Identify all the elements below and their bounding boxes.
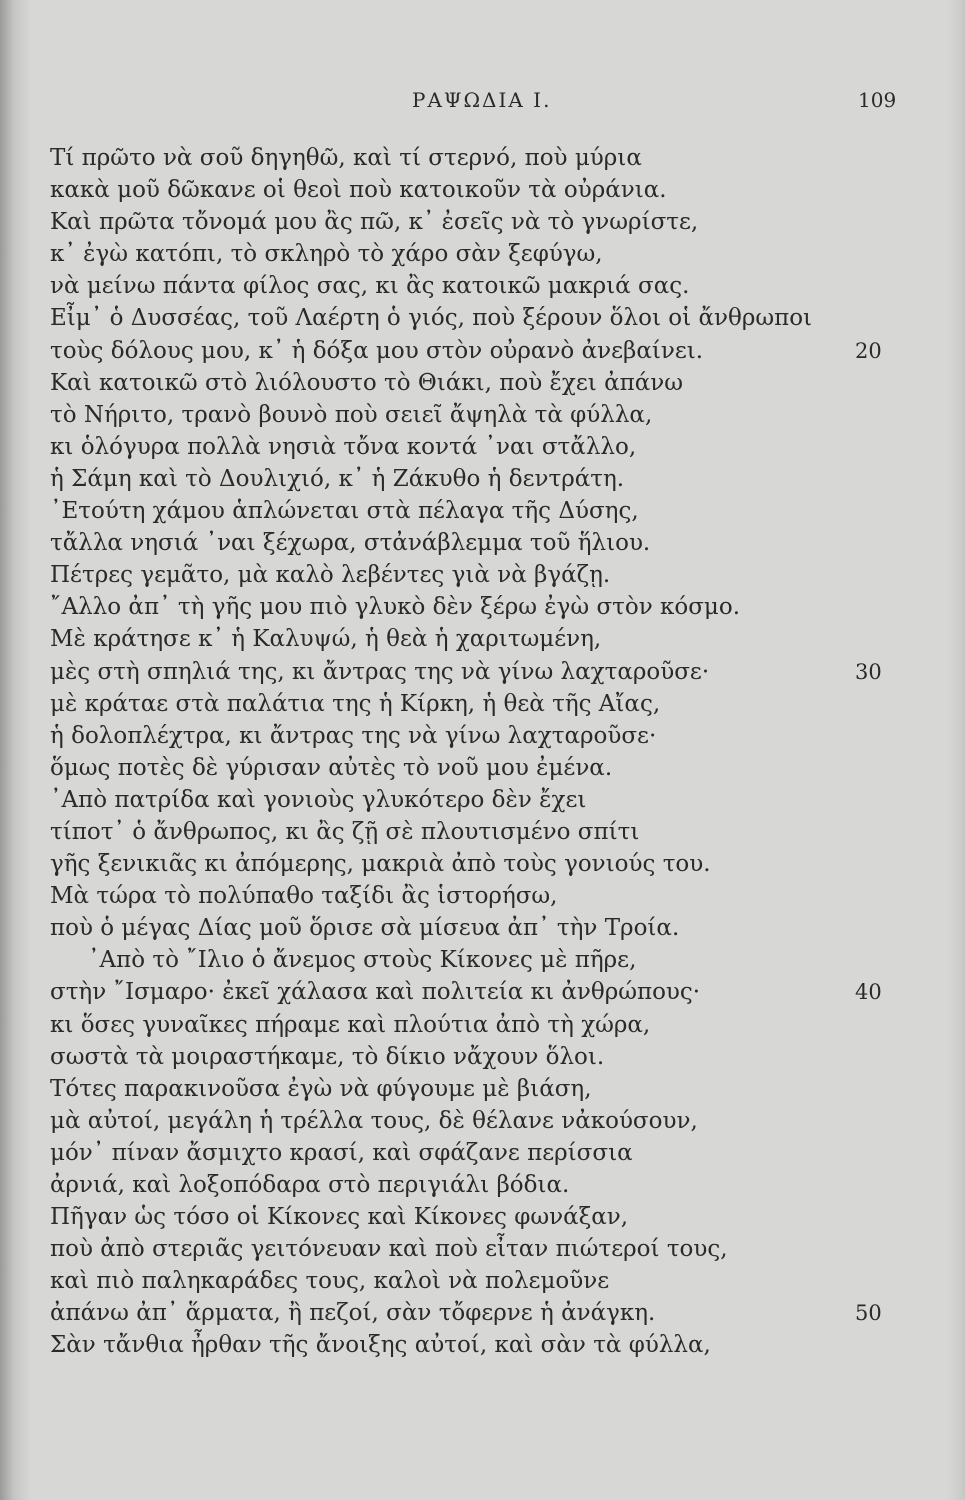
verse-line <box>0 1073 965 1105</box>
verse-text: Εἶμ᾿ ὁ Δυσσέας, τοῦ Λαέρτη ὁ γιός, ποὺ ξέρουν ὅλοι οἱ ἄνθρωποι <box>50 305 813 332</box>
verse-text: μὲ κράταε στὰ παλάτια της ἡ Κίρκη, ἡ θεὰ τῆς Αἴας, <box>50 690 661 717</box>
verse-text: ῎Αλλο ἀπ᾿ τὴ γῆς μου πιὸ γλυκὸ δὲν ξέρω ἐγὼ στὸν κόσμο. <box>50 594 741 621</box>
verse-text: καὶ πιὸ παληκαράδες τους, καλοὶ νὰ πολεμοῦνε <box>50 1268 610 1295</box>
verse-text: Πῆγαν ὡς τόσο οἱ Κίκονες καὶ Κίκονες φωνάξαν, <box>50 1204 629 1231</box>
verse-line <box>0 688 965 720</box>
verse-text: ὅμως ποτὲς δὲ γύρισαν αὐτὲς τὸ νοῦ μου ἐμένα. <box>50 754 613 781</box>
verse-line <box>0 591 965 623</box>
line-number: 50 <box>855 1301 882 1326</box>
verse-line <box>0 335 965 367</box>
verse-line <box>0 784 965 816</box>
verse-line <box>0 270 965 302</box>
verse-text: ᾿Απὸ πατρίδα καὶ γονιοὺς γλυκότερο δὲν ἔχει <box>50 786 587 813</box>
verse-line <box>0 623 965 655</box>
verse-line <box>0 367 965 399</box>
verse-text: κι ὁλόγυρα πολλὰ νησιὰ τὄνα κοντά ᾿ναι στἄλλο, <box>50 433 637 460</box>
verse-line <box>0 142 965 174</box>
verse-line <box>0 238 965 270</box>
verse-text: Καὶ πρῶτα τὄνομά μου ἂς πῶ, κ᾿ ἐσεῖς νὰ τὸ γνωρίστε, <box>50 209 699 236</box>
verse-text: ἡ δολοπλέχτρα, κι ἄντρας της νὰ γίνω λαχταροῦσε· <box>50 722 657 749</box>
verse-text: Πέτρες γεμᾶτο, μὰ καλὸ λεβέντες γιὰ νὰ βγάζῃ. <box>50 562 611 589</box>
verse-text: κι ὅσες γυναῖκες πήραμε καὶ πλούτια ἀπὸ τὴ χώρα, <box>50 1011 651 1038</box>
verse-line <box>0 976 965 1008</box>
verse-text: στὴν ῎Ισμαρο· ἐκεῖ χάλασα καὶ πολιτεία κι ἀνθρώπους· <box>50 979 701 1006</box>
verse-text: γῆς ξενικιᾶς κι ἀπόμερης, μακριὰ ἀπὸ τοὺς γονιούς του. <box>50 851 711 878</box>
verse-line <box>0 1041 965 1073</box>
verse-text: Μὰ τώρα τὸ πολύπαθο ταξίδι ἂς ἱστορήσω, <box>50 883 558 910</box>
running-head: ΡΑΨΩΔΙΑ Ι. <box>412 88 552 112</box>
verse-text: ποὺ ἀπὸ στεριᾶς γειτόνευαν καὶ ποὺ εἶταν πιώτεροί τους, <box>50 1236 728 1263</box>
verse-line <box>0 495 965 527</box>
verse-text: κ᾿ ἐγὼ κατόπι, τὸ σκληρὸ τὸ χάρο σὰν ξεφύγω, <box>50 241 603 268</box>
verse-text: ποὺ ὁ μέγας Δίας μοῦ ὅρισε σὰ μίσευα ἀπ᾿ τὴν Τροία. <box>50 915 680 942</box>
verse-text: τὸ Νήριτο, τρανὸ βουνὸ ποὺ σειεῖ ἄψηλὰ τὰ φύλλα, <box>50 401 653 428</box>
verse-text: Τότες παρακινοῦσα ἐγὼ νὰ φύγουμε μὲ βιάση, <box>50 1075 592 1102</box>
verse-line <box>0 1169 965 1201</box>
verse-line <box>0 174 965 206</box>
verse-text: Σὰν τἄνθια ἦρθαν τῆς ἄνοιξης αὐτοί, καὶ σὰν τὰ φύλλα, <box>50 1332 711 1359</box>
verse-text: Μὲ κράτησε κ᾿ ἡ Καλυψώ, ἡ θεὰ ἡ χαριτωμένη, <box>50 626 602 653</box>
verse-line <box>0 912 965 944</box>
verse-line <box>0 559 965 591</box>
verse-line <box>0 206 965 238</box>
line-number: 30 <box>855 659 882 684</box>
verse-line <box>0 752 965 784</box>
verse-text: τίποτ᾿ ὁ ἄνθρωπος, κι ἂς ζῇ σὲ πλουτισμένο σπίτι <box>50 818 640 845</box>
verse-line <box>0 720 965 752</box>
verse-line <box>0 527 965 559</box>
verse-line <box>0 1329 965 1361</box>
verse-line <box>0 1105 965 1137</box>
verse-line <box>0 1009 965 1041</box>
line-number: 40 <box>855 980 882 1005</box>
verse-line <box>0 431 965 463</box>
page-number: 109 <box>858 88 897 112</box>
verse-text: ἀρνιά, καὶ λοξοπόδαρα στὸ περιγιάλι βόδια. <box>50 1172 570 1198</box>
verse-line <box>0 848 965 880</box>
verse-text: τἄλλα νησιά ᾿ναι ξέχωρα, στἀνάβλεμμα τοῦ ἥλιου. <box>50 530 651 557</box>
verse-text: μὰ αὐτοί, μεγάλη ἡ τρέλλα τους, δὲ θέλανε νἀκούσουν, <box>50 1107 698 1134</box>
verse-line <box>0 1201 965 1233</box>
verse-line <box>0 1297 965 1329</box>
verse-text: ἀπάνω ἀπ᾿ ἅρματα, ἢ πεζοί, σὰν τὄφερνε ἡ ἀνάγκη. <box>50 1300 656 1327</box>
page-header <box>0 82 965 122</box>
verse-text: Καὶ κατοικῶ στὸ λιόλουστο τὸ Θιάκι, ποὺ ἔχει ἀπάνω <box>50 369 683 396</box>
verse-line <box>0 399 965 431</box>
verse-line <box>0 1233 965 1265</box>
verse-text: Τί πρῶτο νὰ σοῦ δηγηθῶ, καὶ τί στερνό, ποὺ μύρια <box>50 145 642 171</box>
verse-line <box>0 944 965 976</box>
verse-text: ᾿Απὸ τὸ ῎Ιλιο ὁ ἄνεμος στοὺς Κίκονες μὲ πῆρε, <box>88 947 637 974</box>
verse-text: ἡ Σάμη καὶ τὸ Δουλιχιό, κ᾿ ἡ Ζάκυθο ἡ δεντράτη. <box>50 465 625 492</box>
verse-text: νὰ μείνω πάντα φίλος σας, κι ἂς κατοικῶ μακριά σας. <box>50 273 690 300</box>
verse-text: τοὺς δόλους μου, κ᾿ ἡ δόξα μου στὸν οὐρανὸ ἀνεβαίνει. <box>50 337 704 364</box>
verse-text: ᾿Ετούτη χάμου ἁπλώνεται στὰ πέλαγα τῆς Δύσης, <box>50 498 639 525</box>
verse-line <box>0 656 965 688</box>
verse-line <box>0 880 965 912</box>
verse-text: μόν᾿ πίναν ἄσμιχτο κρασί, καὶ σφάζανε περίσσια <box>50 1139 633 1166</box>
line-number: 20 <box>855 338 882 363</box>
verse-line <box>0 302 965 334</box>
verse-line <box>0 816 965 848</box>
verse-text: κακὰ μοῦ δῶκανε οἱ θεοὶ ποὺ κατοικοῦν τὰ οὐράνια. <box>50 177 667 204</box>
verse-line <box>0 1137 965 1169</box>
verse-line <box>0 1265 965 1297</box>
verse-text: σωστὰ τὰ μοιραστήκαμε, τὸ δίκιο νἄχουν ὅλοι. <box>50 1043 605 1070</box>
poem-text <box>0 142 965 1362</box>
verse-line <box>0 463 965 495</box>
verse-text: μὲς στὴ σπηλιά της, κι ἄντρας της νὰ γίνω λαχταροῦσε· <box>50 658 710 685</box>
